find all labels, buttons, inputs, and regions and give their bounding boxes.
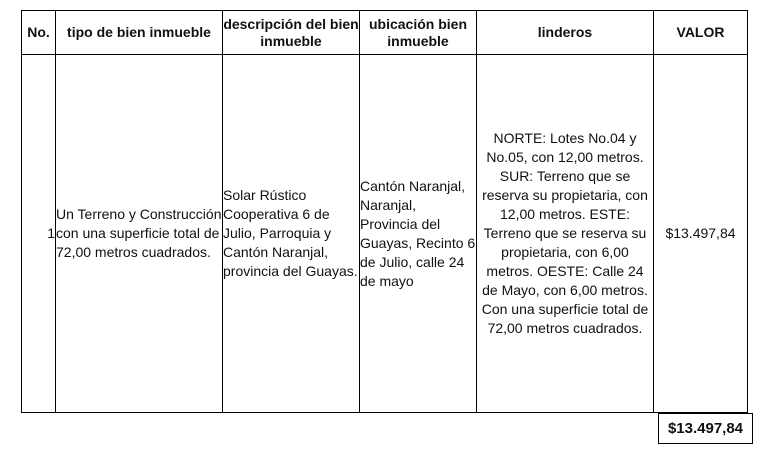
- cell-valor: $13.497,84: [654, 55, 748, 413]
- cell-descripcion: Solar Rústico Cooperativa 6 de Julio, Parroquia y Cantón Naranjal, provincia del Guayas.: [223, 55, 360, 413]
- table-row: [22, 55, 748, 413]
- header-ubicacion: ubicación bien inmueble: [360, 11, 477, 55]
- header-linderos: linderos: [477, 11, 654, 55]
- header-descripcion: descripción del bien inmueble: [223, 11, 360, 55]
- header-no: No.: [22, 11, 56, 55]
- cell-tipo: Un Terreno y Construcción con una superficie total de 72,00 metros cuadrados.: [56, 55, 223, 413]
- total-table: [658, 413, 753, 444]
- cell-no: 1: [22, 55, 56, 413]
- header-valor: VALOR: [654, 11, 748, 55]
- header-row: [22, 11, 748, 55]
- header-tipo: tipo de bien inmueble: [56, 11, 223, 55]
- total-value: $13.497,84: [659, 414, 753, 444]
- property-table: [21, 10, 748, 413]
- cell-ubicacion: Cantón Naranjal, Naranjal, Provincia del Guayas, Recinto 6 de Julio, calle 24 de mayo: [360, 55, 477, 413]
- cell-linderos: NORTE: Lotes No.04 y No.05, con 12,00 metros. SUR: Terreno que se reserva su propietaria, con 12,00 metros. ESTE: Terreno que se reserva su propietaria, con 6,00 metros. OESTE: Calle 24 de Mayo, con 6,00 metros. Con una superficie total de 72,00 metros cuadrados.: [477, 55, 654, 413]
